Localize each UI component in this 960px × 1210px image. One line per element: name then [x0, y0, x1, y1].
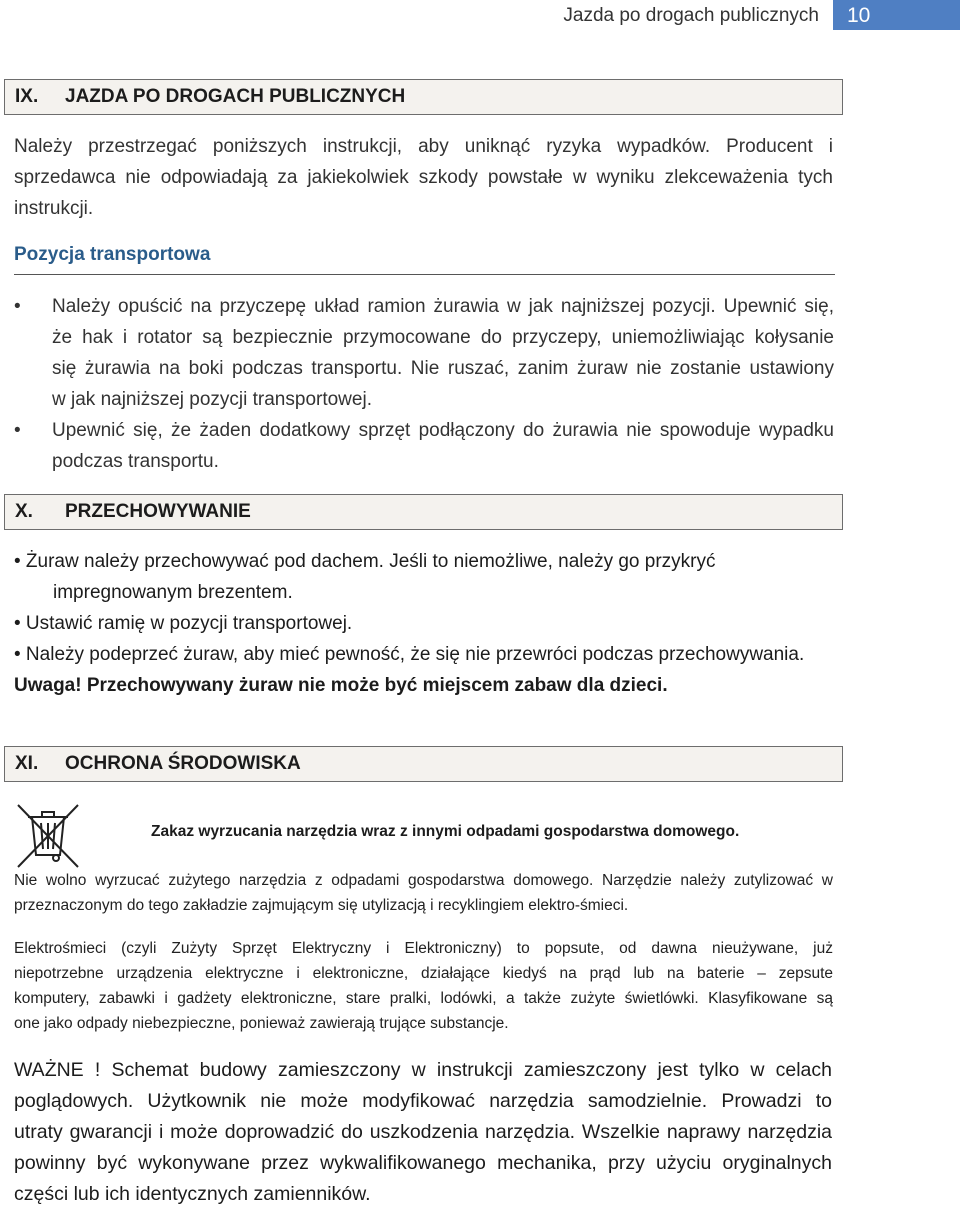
section-number: XI. [15, 753, 39, 774]
list-item [14, 608, 844, 639]
text-line: komputery, zabawki i gadżety elektroniczne, stare pralki, lodówki, a także zużyte świetlówki. Klasyfikowane są [14, 990, 833, 1007]
section-header-x [4, 494, 843, 530]
running-header-title: Jazda po drogach publicznych [563, 5, 819, 26]
text-line: że hak i rotator są bezpiecznie przymocowane do przyczepy, uniemożliwiając kołysanie [52, 327, 834, 348]
text-line: Elektrośmieci (czyli Zużyty Sprzęt Elektryczny i Elektroniczny) to popsute, od dawna nieużywane, już [14, 940, 833, 957]
warning-text: Uwaga! Przechowywany żuraw nie może być miejscem zabaw dla dzieci. [14, 675, 668, 696]
section-title: JAZDA PO DROGACH PUBLICZNYCH [65, 86, 406, 107]
text-line: Należy przestrzegać poniższych instrukcji, aby uniknąć ryzyka wypadków. Producent i [14, 136, 833, 157]
text-line: Należy opuścić na przyczepę układ ramion żurawia w jak najniższej pozycji. Upewnić się, [52, 296, 834, 317]
page-number-badge: 10 [833, 0, 960, 30]
text-line: • Żuraw należy przechowywać pod dachem. Jeśli to niemożliwe, należy go przykryć [14, 551, 716, 572]
bullet-icon: • [14, 420, 21, 441]
section-number: X. [15, 501, 33, 522]
text-line: podczas transportu. [52, 451, 219, 472]
important-notice [14, 1055, 832, 1210]
text-line: Nie wolno wyrzucać zużytego narzędzia z odpadami gospodarstwa domowego. Narzędzie należy zutylizować w [14, 872, 833, 889]
transport-bullet-list [14, 291, 834, 477]
storage-bullet-list [14, 546, 844, 701]
text-line: w jak najniższej pozycji transportowej. [52, 389, 372, 410]
text-line: Upewnić się, że żaden dodatkowy sprzęt podłączony do żurawia nie spowoduje wypadku [52, 420, 834, 441]
text-line: instrukcji. [14, 198, 94, 219]
crossed-bin-icon [16, 803, 80, 869]
disposal-ban-text: Zakaz wyrzucania narzędzia wraz z innymi odpadami gospodarstwa domowego. [151, 823, 740, 840]
bullet-icon: • [14, 296, 21, 317]
section-header-ix [4, 79, 843, 115]
text-line: one jako odpady niebezpieczne, ponieważ zawierają trujące substancje. [14, 1015, 509, 1032]
subheading-transport-position: Pozycja transportowa [14, 244, 211, 265]
section-title: OCHRONA ŚRODOWISKA [65, 753, 301, 774]
text-line: • Ustawić ramię w pozycji transportowej. [14, 613, 353, 634]
list-item [14, 291, 834, 415]
text-line: impregnowanym brezentem. [53, 582, 293, 603]
text-line: • Należy podeprzeć żuraw, aby mieć pewność, że się nie przewróci podczas przechowywania. [14, 644, 805, 665]
e-waste-paragraph [14, 936, 833, 1036]
text-line: części lub ich identycznych zamienników. [14, 1183, 371, 1205]
section-header-xi [4, 746, 843, 782]
text-line: WAŻNE ! Schemat budowy zamieszczony w instrukcji zamieszczony jest tylko w celach [14, 1059, 832, 1081]
text-line: utraty gwarancji i może doprowadzić do uszkodzenia narzędzia. Wszelkie naprawy narzędzia [14, 1121, 832, 1143]
text-line: niepotrzebne urządzenia elektryczne i elektroniczne, działające kiedyś na prąd lub na baterie – zepsute [14, 965, 833, 982]
section-number: IX. [15, 86, 39, 107]
text-line: się żurawia na boki podczas transportu. Nie ruszać, zanim żuraw nie zostanie ustawiony [52, 358, 834, 379]
disposal-paragraph [14, 868, 833, 918]
text-line: poglądowych. Użytkownik nie może modyfikować narzędzia samodzielnie. Prowadzi to [14, 1090, 832, 1112]
text-line: przeznaczonym do tego zakładzie zajmującym się utylizacją i recyklingiem elektro-śmieci. [14, 897, 629, 914]
section-title: PRZECHOWYWANIE [65, 501, 251, 522]
list-item [14, 415, 834, 477]
list-item [14, 546, 844, 608]
text-line: sprzedawca nie odpowiadają za jakiekolwiek szkody powstałe w wyniku zlekceważenia tych [14, 167, 833, 188]
subheading-rule [14, 274, 835, 275]
list-item [14, 639, 844, 670]
text-line: powinny być wykonywane przez wykwalifikowanego mechanika, przy użyciu oryginalnych [14, 1152, 832, 1174]
intro-paragraph [14, 131, 833, 224]
